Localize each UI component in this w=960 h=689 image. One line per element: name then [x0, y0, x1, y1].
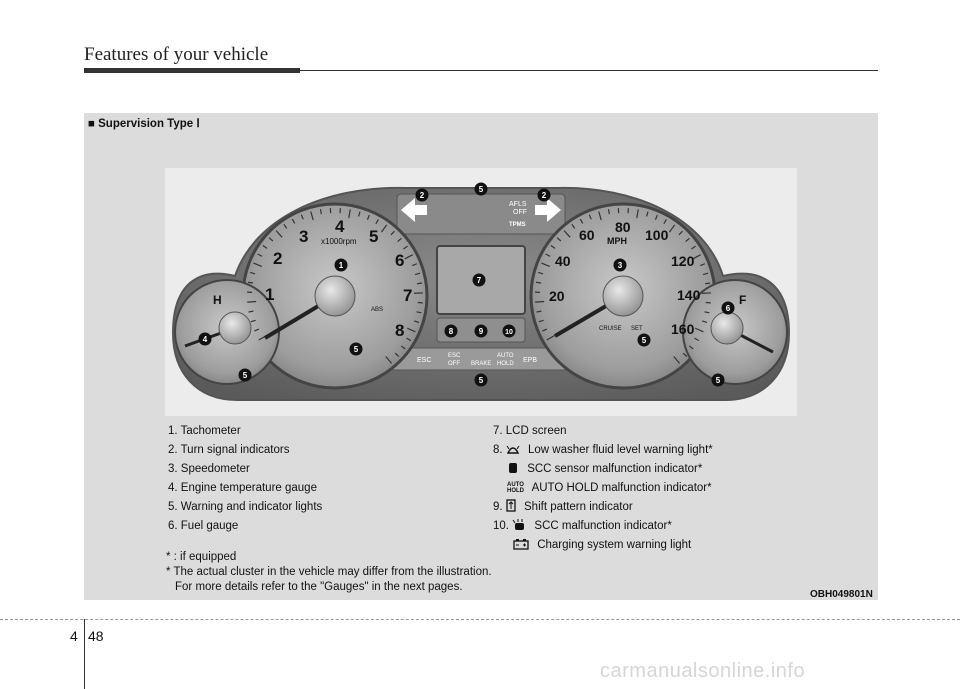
tacho-num-8: 8 — [395, 321, 405, 340]
battery-icon — [513, 538, 529, 550]
fuel-f-label: F — [739, 293, 747, 307]
header-rule — [300, 70, 878, 71]
callout-3 — [614, 259, 627, 272]
speedo-num-120: 120 — [671, 253, 695, 269]
callout-1 — [335, 259, 348, 272]
footer-rule — [0, 619, 960, 620]
callout-5-speedo — [638, 334, 651, 347]
dial-tick — [417, 283, 422, 284]
legend-item: 3. Speedometer — [168, 463, 250, 475]
legend-item — [493, 517, 713, 536]
set-label: SET — [631, 326, 643, 332]
dial-tick — [705, 283, 710, 284]
svg-text:5: 5 — [242, 371, 248, 380]
epb-label: EPB — [523, 357, 538, 364]
legend-text: Low washer fluid level warning light* — [528, 444, 713, 456]
svg-text:5: 5 — [478, 185, 484, 194]
section-title: Features of your vehicle — [84, 44, 269, 65]
speedo-num-140: 140 — [677, 287, 701, 303]
callout-6 — [722, 302, 735, 315]
tachometer-hub — [315, 276, 355, 316]
legend-text: Charging system warning light — [537, 539, 692, 551]
legend-text: AUTO HOLD malfunction indicator* — [531, 482, 712, 494]
chapter-number: 4 — [70, 628, 78, 644]
auto-hold-label-2: HOLD — [497, 361, 514, 367]
legend-number: 9. — [493, 501, 503, 513]
washer-fluid-icon — [506, 443, 520, 455]
tacho-num-2: 2 — [273, 249, 283, 268]
shift-pattern-icon — [506, 499, 516, 512]
legend-item: 4. Engine temperature gauge — [168, 482, 317, 494]
legend-right — [493, 422, 713, 555]
svg-text:9: 9 — [478, 327, 484, 336]
legend-item — [493, 536, 713, 555]
legend-number: 10. — [493, 520, 509, 532]
callout-2-right — [538, 189, 551, 202]
svg-text:8: 8 — [448, 327, 454, 336]
speedometer-hub — [603, 276, 643, 316]
svg-text:6: 6 — [725, 304, 731, 313]
callout-4 — [199, 333, 212, 346]
svg-text:3: 3 — [617, 261, 623, 270]
svg-text:2: 2 — [419, 191, 425, 200]
tacho-num-5: 5 — [369, 227, 379, 246]
footer-divider — [84, 619, 85, 689]
legend-item — [493, 460, 713, 479]
watermark: carmanualsonline.info — [600, 660, 806, 682]
dial-tick — [536, 282, 541, 283]
legend-item — [493, 441, 713, 460]
tacho-num-4: 4 — [335, 217, 345, 236]
speedo-num-40: 40 — [555, 253, 571, 269]
legend-item: 5. Warning and indicator lights — [168, 501, 323, 513]
temp-h-label: H — [213, 293, 222, 307]
scc-malfunction-icon — [512, 519, 526, 531]
legend-item: 7. LCD screen — [493, 425, 567, 437]
scc-sensor-icon — [507, 462, 519, 474]
dial-tick — [535, 302, 544, 303]
callout-9 — [475, 325, 488, 338]
legend-item — [493, 498, 713, 517]
esc-off-label-1: ESC — [448, 353, 461, 359]
legend-text: SCC malfunction indicator* — [534, 520, 672, 532]
figure-title: ■ Supervision Type Ⅰ — [88, 118, 200, 130]
fuel-hub — [711, 312, 743, 344]
speedo-num-160: 160 — [671, 321, 695, 337]
tacho-num-7: 7 — [403, 286, 413, 305]
callout-7 — [473, 274, 486, 287]
callout-8 — [445, 325, 458, 338]
instrument-cluster-illustration — [165, 168, 797, 416]
legend-item — [493, 479, 713, 498]
legend-item: 1. Tachometer — [168, 425, 241, 437]
footnotes — [166, 550, 492, 595]
auto-hold-icon: AUTO HOLD — [507, 482, 524, 494]
legend-left — [168, 422, 322, 536]
svg-text:1: 1 — [338, 261, 344, 270]
footnote: For more details refer to the "Gauges" in the next pages. — [175, 581, 463, 593]
brake-label: BRAKE — [471, 361, 492, 367]
tacho-num-1: 1 — [265, 285, 275, 304]
speedo-num-20: 20 — [549, 288, 565, 304]
speedo-num-80: 80 — [615, 219, 631, 235]
auto-hold-label-1: AUTO — [497, 353, 514, 359]
legend-text: Shift pattern indicator — [524, 501, 633, 513]
dial-tick — [248, 282, 253, 283]
svg-text:4: 4 — [202, 335, 208, 344]
callout-5-bottom — [475, 374, 488, 387]
abs-label: ABS — [371, 307, 384, 313]
dial-tick — [247, 302, 256, 303]
speedo-num-60: 60 — [579, 227, 595, 243]
svg-text:5: 5 — [715, 376, 721, 385]
header-bar — [84, 68, 300, 73]
callout-2-left — [416, 189, 429, 202]
tpms-label: TPMS — [509, 222, 526, 228]
figure-code: OBH049801N — [810, 589, 873, 600]
legend-item: 6. Fuel gauge — [168, 520, 239, 532]
footnote: * The actual cluster in the vehicle may differ from the illustration. — [166, 566, 492, 578]
temperature-hub — [219, 312, 251, 344]
legend-number: 8. — [493, 444, 503, 456]
dial-tick — [320, 209, 321, 214]
callout-10 — [503, 325, 516, 338]
speedo-num-100: 100 — [645, 227, 669, 243]
svg-text:5: 5 — [353, 345, 359, 354]
tacho-unit: x1000rpm — [321, 237, 357, 246]
afls-label-1: AFLS — [509, 201, 527, 208]
dial-tick — [608, 209, 609, 214]
legend-text: SCC sensor malfunction indicator* — [527, 463, 703, 475]
svg-text:5: 5 — [641, 336, 647, 345]
speedo-unit: MPH — [607, 236, 627, 246]
callout-5-top — [475, 183, 488, 196]
callout-5-fuel — [712, 374, 725, 387]
esc-label: ESC — [417, 357, 432, 364]
cruise-label: CRUISE — [599, 326, 622, 332]
afls-label-2: OFF — [513, 209, 527, 216]
page-number: 48 — [88, 628, 104, 644]
tacho-num-3: 3 — [299, 227, 309, 246]
tacho-num-6: 6 — [395, 251, 405, 270]
svg-text:5: 5 — [478, 376, 484, 385]
svg-text:10: 10 — [505, 329, 513, 336]
callout-5-tacho — [350, 343, 363, 356]
legend-item: 2. Turn signal indicators — [168, 444, 290, 456]
esc-off-label-2: OFF — [448, 361, 460, 367]
svg-text:2: 2 — [541, 191, 547, 200]
footnote: * : if equipped — [166, 551, 237, 563]
callout-5-temp — [239, 369, 252, 382]
svg-text:7: 7 — [476, 276, 482, 285]
